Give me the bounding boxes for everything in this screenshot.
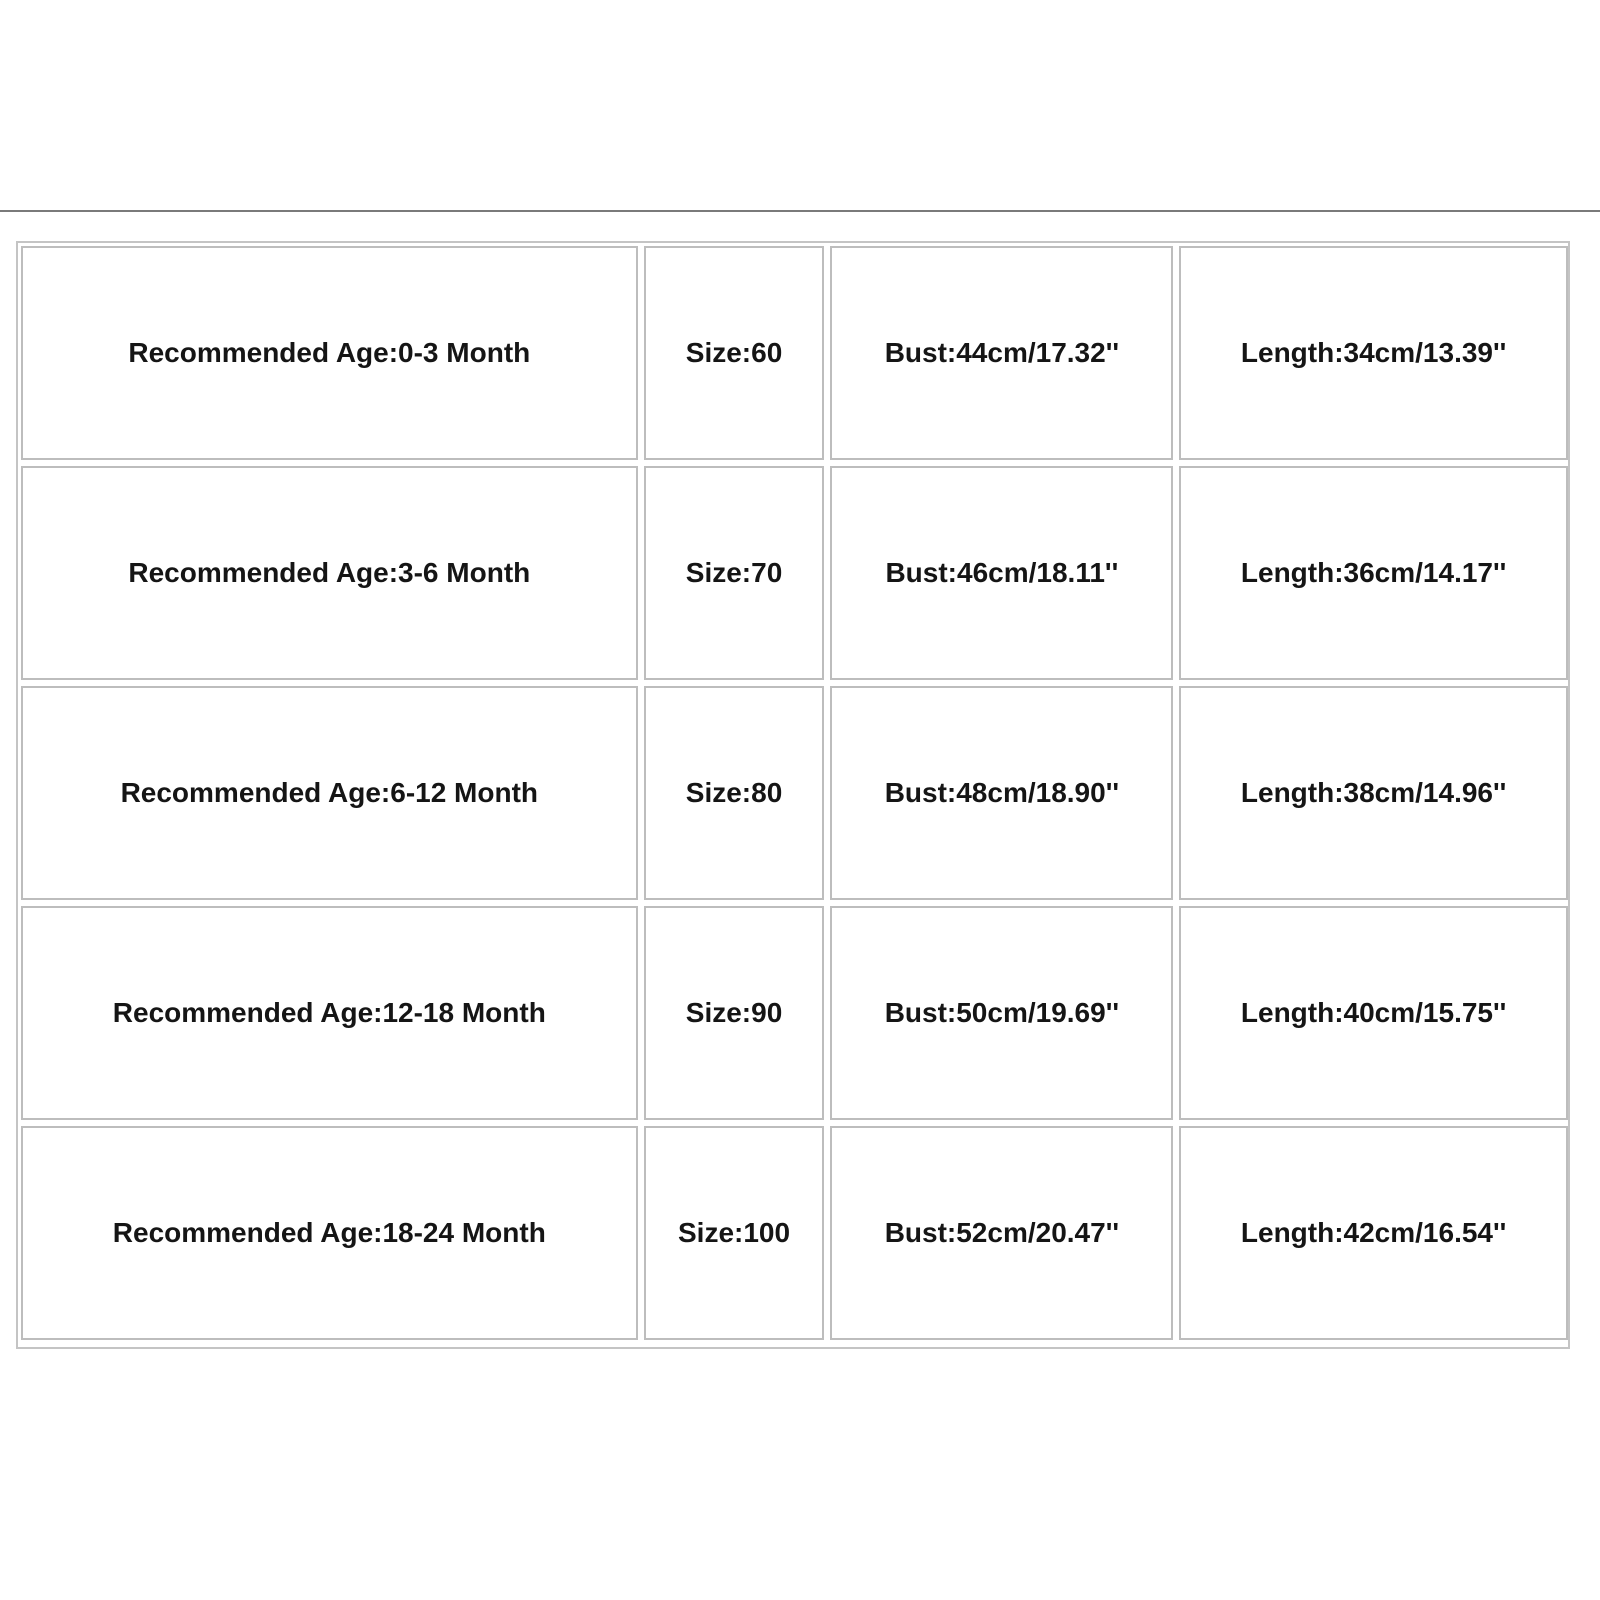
top-divider — [0, 210, 1600, 212]
bust-cell: Bust:44cm/17.32'' — [830, 246, 1173, 460]
length-cell: Length:42cm/16.54'' — [1179, 1126, 1568, 1340]
size-cell: Size:100 — [644, 1126, 825, 1340]
table-row — [21, 246, 1568, 460]
length-cell: Length:40cm/15.75'' — [1179, 906, 1568, 1120]
age-cell: Recommended Age:0-3 Month — [21, 246, 638, 460]
bust-cell: Bust:46cm/18.11'' — [830, 466, 1173, 680]
age-cell: Recommended Age:18-24 Month — [21, 1126, 638, 1340]
bust-cell: Bust:48cm/18.90'' — [830, 686, 1173, 900]
table-row — [21, 466, 1568, 680]
age-cell: Recommended Age:12-18 Month — [21, 906, 638, 1120]
table-row — [21, 906, 1568, 1120]
bust-cell: Bust:50cm/19.69'' — [830, 906, 1173, 1120]
age-cell: Recommended Age:6-12 Month — [21, 686, 638, 900]
size-chart — [16, 241, 1570, 1349]
length-cell: Length:38cm/14.96'' — [1179, 686, 1568, 900]
length-cell: Length:34cm/13.39'' — [1179, 246, 1568, 460]
size-cell: Size:90 — [644, 906, 825, 1120]
bust-cell: Bust:52cm/20.47'' — [830, 1126, 1173, 1340]
size-cell: Size:70 — [644, 466, 825, 680]
table-row — [21, 1126, 1568, 1340]
table-row — [21, 686, 1568, 900]
size-table — [15, 240, 1574, 1346]
age-cell: Recommended Age:3-6 Month — [21, 466, 638, 680]
size-cell: Size:80 — [644, 686, 825, 900]
length-cell: Length:36cm/14.17'' — [1179, 466, 1568, 680]
size-cell: Size:60 — [644, 246, 825, 460]
